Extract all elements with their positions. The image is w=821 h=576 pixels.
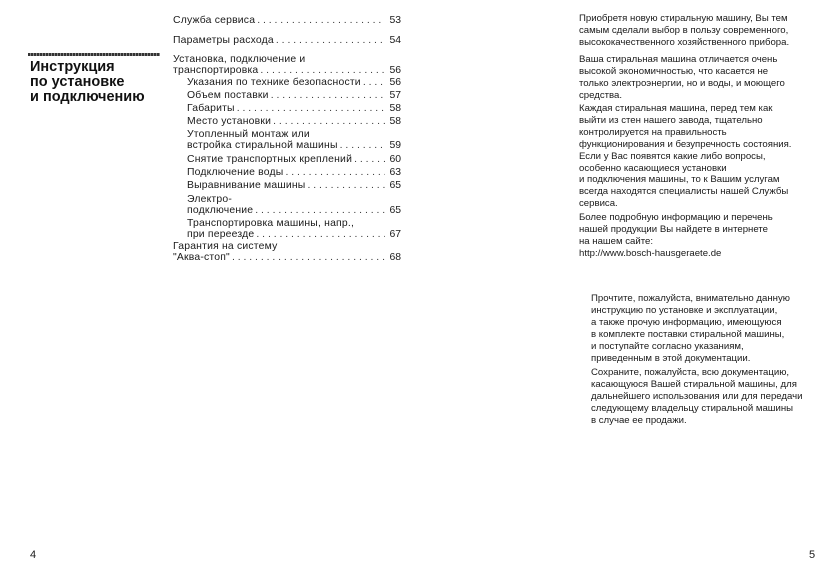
text-line: сервиса.: [579, 198, 618, 210]
right-page: [410, 0, 821, 576]
text-line: Ваша стиральная машина отличается очень: [579, 54, 778, 65]
toc-entry-title-line: подключение: [187, 205, 254, 217]
title-decoration-bar: [28, 53, 160, 56]
paragraph-read-instructions: [591, 293, 821, 364]
text-line: Приобретя новую стиральную машину, Вы тем: [579, 13, 788, 24]
toc-entry-page: 65: [389, 205, 401, 217]
toc-entry-title: Служба сервиса: [173, 15, 256, 26]
text-line: Сохраните, пожалуйста, всю документацию,: [591, 367, 790, 378]
text-line: высококачественного хозяйственного прибора.: [579, 36, 790, 48]
toc-entry-title: Место установки: [187, 116, 272, 127]
page-number-right: 5: [809, 549, 816, 561]
toc-leader-dots: [271, 90, 385, 101]
page-number-left: 4: [30, 549, 37, 561]
toc-entry-page: 68: [389, 252, 401, 264]
toc-leader-dots: [340, 140, 385, 151]
text-line: Каждая стиральная машина, перед тем как: [579, 103, 773, 114]
toc-leader-dots: [285, 167, 385, 178]
paragraph-keep-documents: [591, 367, 821, 427]
toc-entry-title-line: при переезде: [187, 229, 255, 241]
toc-leader-dots: [273, 116, 385, 127]
toc-entry-page: 67: [389, 229, 401, 241]
text-line: контролируется на правильность: [579, 126, 727, 138]
text-line: высокой экономичностью, что касается не: [579, 65, 769, 77]
toc-leader-dots: [363, 77, 385, 88]
toc-entry-title-line: Гарантия на систему: [173, 241, 278, 252]
toc-leader-dots: [237, 103, 385, 114]
section-title-line: Инструкция: [30, 59, 115, 75]
toc-entry-title-line: Установка, подключение и: [173, 54, 306, 65]
toc-entry-page: 53: [389, 15, 401, 26]
toc-entry-title-line: "Аква-стоп": [173, 252, 230, 264]
toc-leader-dots: [256, 229, 385, 240]
text-line: нашей продукции Вы найдете в интернете: [579, 223, 768, 235]
paragraph-economy: [579, 54, 815, 102]
text-line: Более подробную информацию и перечень: [579, 212, 773, 223]
toc-entry-page: 63: [389, 167, 401, 178]
text-line: дальнейшего использования или для передачи: [591, 390, 803, 402]
toc-entry-page: 58: [389, 116, 401, 127]
section-title-line: и подключению: [30, 89, 145, 105]
text-line: и поступайте согласно указаниям,: [591, 340, 744, 352]
toc-entry-page: 59: [389, 140, 401, 152]
toc-entry-location[interactable]: [187, 116, 401, 127]
toc-entry-aquastop[interactable]: [173, 241, 401, 264]
text-line: в комплекте поставки стиральной машины,: [591, 328, 785, 340]
toc-entry-page: 56: [389, 77, 401, 88]
text-line: всегда находятся специалисты нашей Службы: [579, 186, 789, 198]
text-line: следующему владельцу стиральной машины: [591, 402, 794, 414]
text-line: а также прочую информацию, имеющуюся: [591, 316, 782, 328]
toc-entry-page: 56: [389, 65, 401, 77]
text-line: особенно касающиеся установки: [579, 162, 727, 174]
toc-leader-dots: [257, 15, 385, 26]
toc-leader-dots: [307, 180, 385, 191]
text-line: Если у Вас появятся какие либо вопросы,: [579, 150, 766, 162]
toc-entry-transport-locks[interactable]: [187, 154, 401, 165]
toc-entry-electrical[interactable]: [187, 194, 401, 217]
toc-entry-moving[interactable]: [187, 218, 401, 241]
text-line: на нашем сайте:: [579, 235, 654, 247]
toc-leader-dots: [354, 154, 385, 165]
toc-entry-title: Указания по технике безопасности: [187, 77, 361, 88]
text-line: касающуюся Вашей стиральной машины, для: [591, 378, 797, 390]
toc-entry-title: Габариты: [187, 103, 235, 114]
toc-entry-page: 54: [389, 35, 401, 46]
toc-entry-title: Выравнивание машины: [187, 180, 306, 191]
toc-entry-safety[interactable]: [187, 77, 401, 88]
toc-entry-title-line: транспортировка: [173, 65, 259, 77]
left-page: [0, 0, 410, 576]
text-line: самым сделали выбор в пользу современного,: [579, 24, 789, 36]
section-title-line: по установке: [30, 74, 125, 90]
toc-entry-page: 57: [389, 90, 401, 101]
toc-entry-dimensions[interactable]: [187, 103, 401, 114]
toc-entry-page: 58: [389, 103, 401, 114]
toc-entry-installation[interactable]: [173, 54, 401, 77]
toc-entry-title: Подключение воды: [187, 167, 284, 178]
text-line: выйти из стен нашего завода, тщательно: [579, 114, 763, 126]
toc-leader-dots: [276, 35, 385, 46]
toc-entry-page: 65: [389, 180, 401, 191]
toc-entry-title: Объем поставки: [187, 90, 269, 101]
toc-entry-leveling[interactable]: [187, 180, 401, 191]
toc-leader-dots: [260, 65, 385, 76]
text-line: функционирования и безупречность состояния.: [579, 138, 792, 150]
toc-entry-consumption[interactable]: [173, 35, 401, 46]
toc-leader-dots: [232, 252, 385, 263]
paragraph-intro: [579, 13, 815, 49]
toc-entry-page: 60: [389, 154, 401, 165]
toc-entry-delivery[interactable]: [187, 90, 401, 101]
toc-entry-title-line: Транспортировка машины, напр.,: [187, 218, 355, 229]
website-link[interactable]: http://www.bosch-hausgeraete.de: [579, 247, 722, 259]
section-title: [30, 60, 170, 105]
toc-entry-water[interactable]: [187, 167, 401, 178]
toc-entry-title-line: Утопленный монтаж или: [187, 129, 310, 140]
text-line: Прочтите, пожалуйста, внимательно данную: [591, 293, 790, 304]
toc-entry-service[interactable]: [173, 15, 401, 26]
toc-entry-title: Параметры расхода: [173, 35, 274, 46]
text-line: и подключения машины, то к Вашим услугам: [579, 174, 780, 186]
text-line: в случае ее продажи.: [591, 414, 687, 426]
text-line: инструкцию по установке и эксплуатации,: [591, 304, 778, 316]
toc-entry-built-in[interactable]: [187, 129, 401, 152]
paragraph-website: [579, 212, 815, 260]
paragraph-quality: [579, 103, 815, 210]
text-line: только электроэнергии, но и воды, и моющего: [579, 77, 785, 89]
toc-entry-title-line: встройка стиральной машины: [187, 140, 338, 152]
toc-entry-title: Снятие транспортных креплений: [187, 154, 353, 165]
text-line: приведенным в этой документации.: [591, 352, 751, 364]
text-line: средства.: [579, 89, 623, 101]
toc-entry-title-line: Электро-: [187, 194, 233, 205]
toc-leader-dots: [255, 205, 385, 216]
